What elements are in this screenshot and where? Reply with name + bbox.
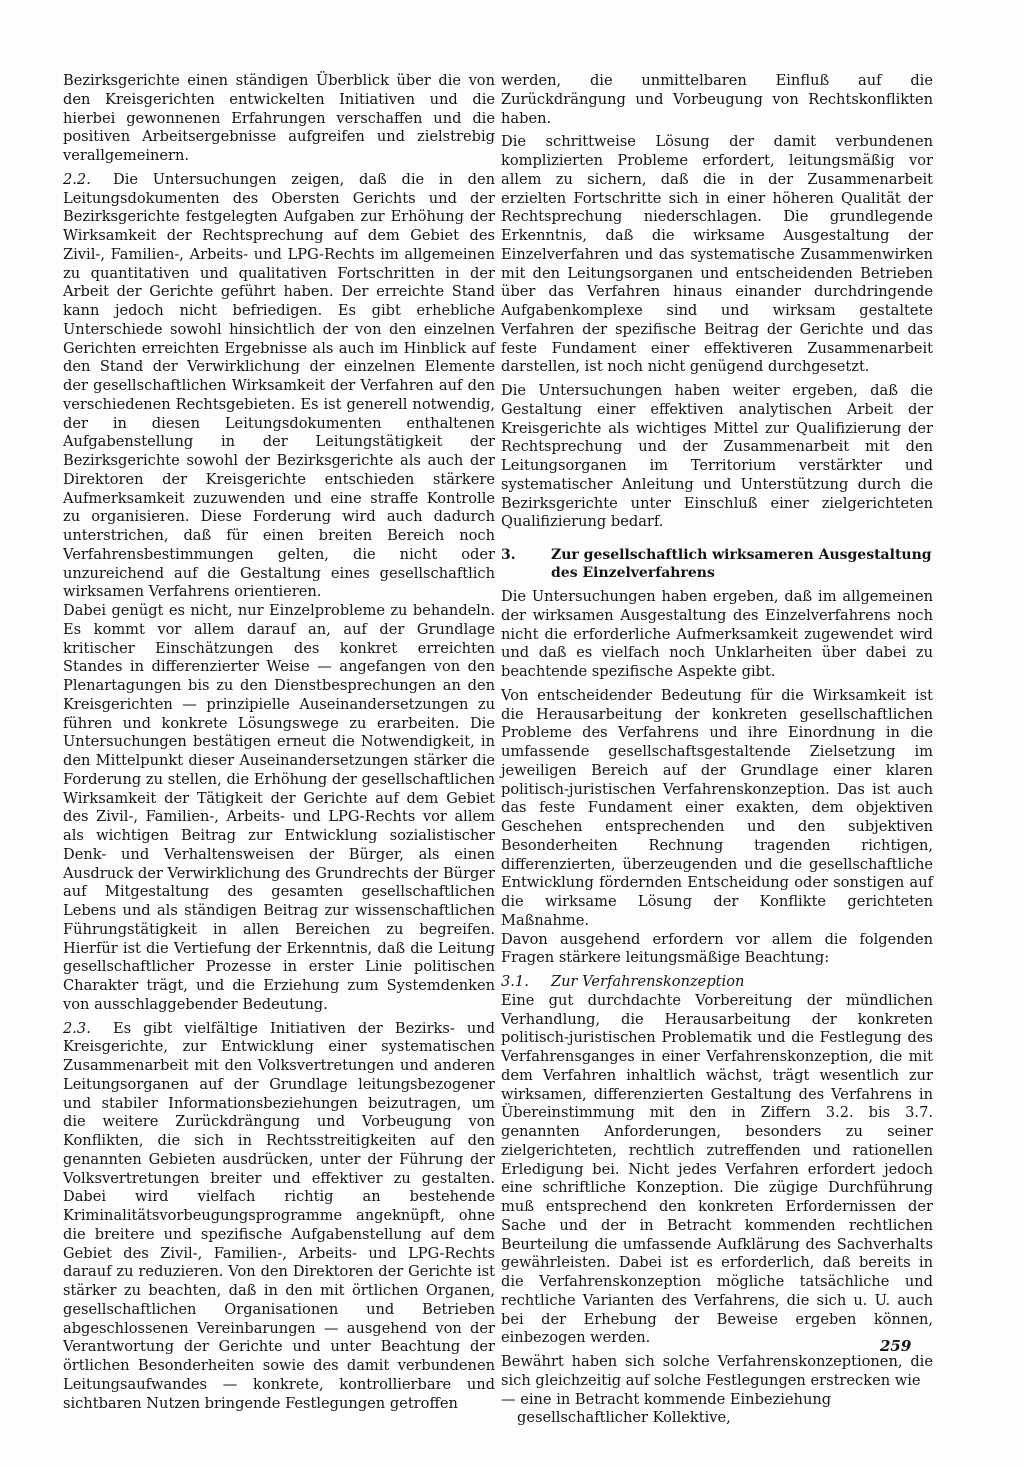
section-number: 3. [501, 547, 516, 563]
section-2-2 [63, 171, 495, 602]
section-title: Zur Verfahrenskonzeption [551, 973, 745, 990]
section-3-1-heading [501, 973, 933, 992]
left-column [63, 72, 495, 1413]
paragraph-bewaehrt: Bewährt haben sich solche Verfahrenskonzeptionen, die sich gleichzeitig auf solche Festlegungen erstrecken wie [501, 1353, 933, 1389]
paragraph-dabei: Dabei genügt es nicht, nur Einzelprobleme zu behandeln. Es kommt vor allem darauf an, auf der Grundlage kritischer Einschätzungen des konkret erreichten Standes in differenzierter Weise — angefangen von den Plenartagungen bis zu den Dienstbesprechungen an den Kreisgerichten — prinzipielle Auseinandersetzungen zu führen und konkrete Lösungswege zu erarbeiten. Die Untersuchungen bestätigen erneut die Notwendigkeit, in den Mittelpunkt dieser Auseinandersetzungen stärker die Forderung zu stellen, die Erhöhung der gesellschaftlichen Wirksamkeit der Tätigkeit der Gerichte auf dem Gebiet des Zivil-, Familien-, Arbeits- und LPG-Rechts vor allem als wichtigen Beitrag zur Entwicklung sozialistischer Denk- und Verhaltensweisen der Bürger, als einen Ausdruck der Verwirklichung des Grundrechts der Bürger auf Mitgestaltung des gesamten gesellschaftlichen Lebens und als ständigen Beitrag zur wissenschaftlichen Führungstätigkeit in allen Bereichen zu begreifen. Hierfür ist die Vertiefung der Erkenntnis, daß die Leitung gesellschaftlicher Prozesse in erster Linie politischen Charakter trägt, und die Erziehung zum Systemdenken von ausschlaggebender Bedeutung. [63, 602, 495, 1013]
page-number: 259 [880, 1337, 912, 1355]
section-3-heading [501, 546, 933, 582]
section-text: Die Untersuchungen zeigen, daß die in den Leitungsdokumenten des Obersten Gerichts und der Bezirksgerichte festgelegten Aufgaben zur Erhöhung der Wirksamkeit der Rechtsprechung auf dem Gebiet des Zivil-, Familien-, Arbeits- und LPG-Rechts im allgemeinen zu quantitativen und qualitativen Fortschritten in der Arbeit der Gerichte geführt haben. Der erreichte Stand kann jedoch nicht befriedigen. Es gibt erhebliche Unterschiede sowohl hinsichtlich der von den einzelnen Gerichten erreichten Ergebnisse als auch im Hinblick auf den Stand der Verwirklichung der einzelnen Elemente der gesellschaftlichen Wirksamkeit der Verfahren auf den verschiedenen Rechtsgebieten. Es ist generell notwendig, der in diesen Leitungsdokumenten enthaltenen Aufgabenstellung in der Leitungstätigkeit der Bezirksgerichte sowohl der Bezirksgerichte als auch der Direktoren der Kreisgerichte entschieden stärkere Aufmerksamkeit zuzuwenden und eine straffe Kontrolle zu organisieren. Diese Forderung wird auch dadurch unterstrichen, daß für einen breiten Bereich noch Verfahrensbestimmungen gelten, die nicht oder unzureichend auf die Gestaltung eines gesellschaftlich wirksamen Verfahrens orientieren. [63, 170, 495, 601]
list-item: — eine in Betracht kommende Einbeziehung gesellschaftlicher Kollektive, [501, 1390, 832, 1427]
section-number: 3.1. [501, 973, 529, 990]
paragraph-intro: Bezirksgerichte einen ständigen Überblick über die von den Kreisgerichten entwickelten Initiativen und die hierbei gewonnenen Erfahrungen verschaffen und die positiven Arbeitsergebnisse aufgreifen und zielstrebig verallgemeinern. [63, 72, 495, 164]
paragraph-schrittweise: Die schrittweise Lösung der damit verbundenen komplizierten Probleme erfordert, leitungsmäßig vor allem zu sichern, daß die in der Zusammenarbeit erzielten Fortschritte sich in einer höheren Qualität der Rechtsprechung niederschlagen. Die grundlegende Erkenntnis, daß die wirksame Ausgestaltung der Einzelverfahren und das systematische Zusammenwirken mit den Leitungsorganen und entscheidenden Betrieben über das Verfahren hinaus einander durchdringende Aufgabenkomplexe sind und wirksam gestaltete Verfahren der spezifische Beitrag der Gerichte und das feste Fundament einer effektiveren Zusammenarbeit darstellen, ist noch nicht genügend durchgesetzt. [501, 133, 933, 376]
paragraph-section-3: Die Untersuchungen haben ergeben, daß im allgemeinen der wirksamen Ausgestaltung des Einzelverfahrens noch nicht die erforderliche Aufmerksamkeit zugewendet wird und daß es vielfach noch Unklarheiten über dabei zu beachtende spezifische Aspekte gibt. [501, 588, 933, 680]
section-number: 2.2. [63, 170, 91, 188]
paragraph-untersuchungen: Die Untersuchungen haben weiter ergeben, daß die Gestaltung einer effektiven analytischen Arbeit der Kreisgerichte als wichtiges Mittel zur Qualifizierung der Rechtsprechung und der Zusammenarbeit mit den Leitungsorganen im Territorium verstärkter und systematischer Anleitung und Unterstützung durch die Bezirksgerichte unter Einschluß einer zielgerichteten Qualifizierung bedarf. [501, 382, 933, 531]
section-title: Zur gesellschaftlich wirksameren Ausgestaltung des Einzelverfahrens [551, 547, 932, 581]
paragraph-continuation: werden, die unmittelbaren Einfluß auf die Zurückdrängung und Vorbeugung von Rechtskonflikten haben. [501, 72, 933, 127]
section-number: 2.3. [63, 1019, 91, 1037]
paragraph-davon: Davon ausgehend erfordern vor allem die folgenden Fragen stärkere leitungsmäßige Beachtung: [501, 930, 933, 967]
paragraph-von-entscheidender: Von entscheidender Bedeutung für die Wirksamkeit ist die Herausarbeitung der konkreten gesellschaftlichen Probleme des Verfahrens und ihre Einordnung in die umfassende gesellschaftsgestaltende Zielsetzung im jeweiligen Bereich auf der Grundlage einer klaren politisch-juristischen Verfahrenskonzeption. Das ist auch das feste Fundament einer exakten, dem objektiven Geschehen entsprechenden und den subjektiven Besonderheiten Rechnung tragenden richtigen, differenzierten, überzeugenden und die gesellschaftliche Entwicklung fördernden Entscheidung oder sonstigen auf die wirksame Lösung der Konflikte gerichteten Maßnahme. [501, 686, 933, 929]
section-text: Es gibt vielfältige Initiativen der Bezirks- und Kreisgerichte, zur Entwicklung einer systematischen Zusammenarbeit mit den Volksvertretungen und anderen Leitungsorganen auf der Grundlage leitungsbezogener und stabiler Informationsbeziehungen beizutragen, um die weitere Zurückdrängung und Vorbeugung von Konflikten, die sich in Rechtsstreitigkeiten auf den genannten Gebieten ausdrücken, unter der Führung der Volksvertretungen breiter und effektiver zu gestalten. Dabei wird vielfach richtig an bestehende Kriminalitätsvorbeugungsprogramme angeknüpft, ohne die breitere und spezifische Aufgabenstellung auf dem Gebiet des Zivil-, Familien-, Arbeits- und LPG-Rechts darauf zu reduzieren. Von den Direktoren der Gerichte ist stärker zu beachten, daß in den mit örtlichen Organen, gesellschaftlichen Organisationen und Betrieben abgeschlossenen Vereinbarungen — ausgehend von der Verantwortung der Gerichte und unter Beachtung der örtlichen Besonderheiten sowie des damit verbundenen Leitungsaufwandes — konkrete, kontrollierbare und sichtbaren Nutzen bringende Festlegungen getroffen [63, 1019, 495, 1412]
section-2-3 [63, 1020, 495, 1414]
right-column [501, 72, 933, 1428]
paragraph-section-3-1: Eine gut durchdachte Vorbereitung der mündlichen Verhandlung, die Herausarbeitung der konkreten politisch-juristischen Problematik und die Festlegung des Verfahrensganges in einer Verfahrenskonzeption, die mit dem Verfahren inhaltlich wächst, trägt wesentlich zur wirksamen, differenzierten Gestaltung des Verfahrens in Übereinstimmung mit den in Ziffern 3.2. bis 3.7. genannten Anforderungen, besonders zu seiner zielgerichteten, rechtlich zutreffenden und rationellen Erledigung bei. Nicht jedes Verfahren erfordert jedoch eine schriftliche Konzeption. Die zügige Durchführung muß entsprechend den konkreten Erfordernissen der Sache und der in Betracht kommenden rechtlichen Beurteilung die umfassende Aufklärung des Sachverhalts gewährleisten. Dabei ist es erforderlich, daß bereits in die Verfahrenskonzeption mögliche tatsächliche und rechtliche Varianten des Verfahrens, die sich u. U. auch bei der Erhebung der Beweise ergeben können, einbezogen werden. [501, 991, 933, 1347]
